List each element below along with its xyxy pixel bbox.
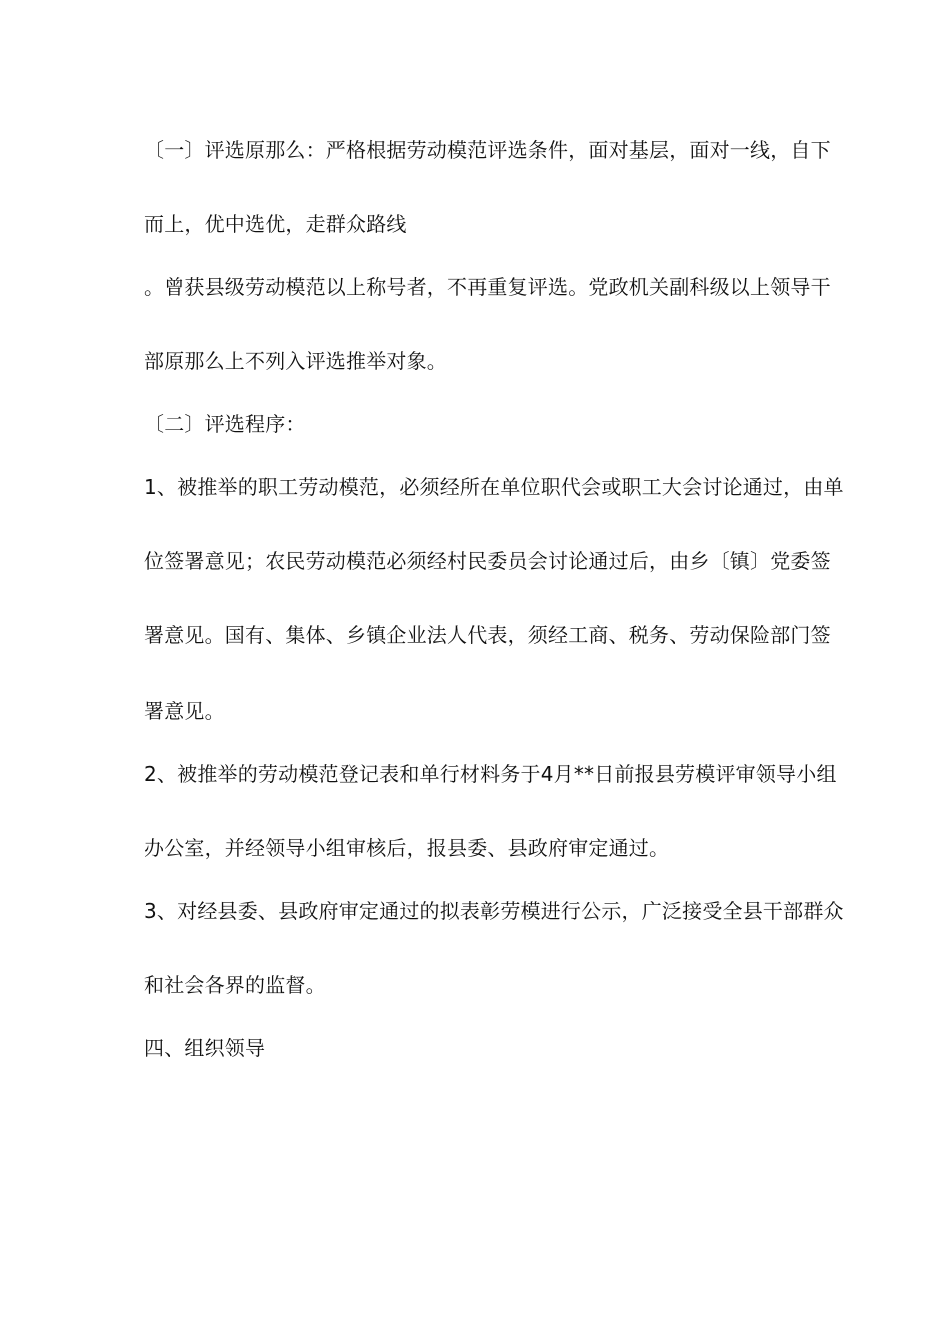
text-line: 3、对经县委、县政府审定通过的拟表彰劳模进行公示，广泛接受全县干部群众	[144, 899, 844, 923]
text-line: 办公室，并经领导小组审核后，报县委、县政府审定通过。	[144, 836, 670, 860]
text-line: 而上，优中选优，走群众路线	[144, 212, 407, 236]
text-line: 1、被推举的职工劳动模范，必须经所在单位职代会或职工大会讨论通过，由单	[144, 475, 844, 499]
text-line: 位签署意见；农民劳动模范必须经村民委员会讨论通过后，由乡〔镇〕党委签	[144, 549, 831, 573]
text-line: 署意见。国有、集体、乡镇企业法人代表，须经工商、税务、劳动保险部门签	[144, 623, 831, 647]
text-line: 〔一〕评选原那么：严格根据劳动模范评选条件，面对基层，面对一线，自下	[144, 138, 831, 162]
text-line: 和社会各界的监督。	[144, 973, 326, 997]
section-heading: 〔二〕评选程序：	[144, 412, 306, 436]
text-line: 部原那么上不列入评选推举对象。	[144, 349, 447, 373]
section-heading: 四、组织领导	[144, 1036, 266, 1060]
text-line: 2、被推举的劳动模范登记表和单行材料务于4月**日前报县劳模评审领导小组	[144, 762, 837, 786]
text-line: 署意见。	[144, 699, 225, 723]
text-line: 。曾获县级劳动模范以上称号者，不再重复评选。党政机关副科级以上领导干	[144, 275, 831, 299]
